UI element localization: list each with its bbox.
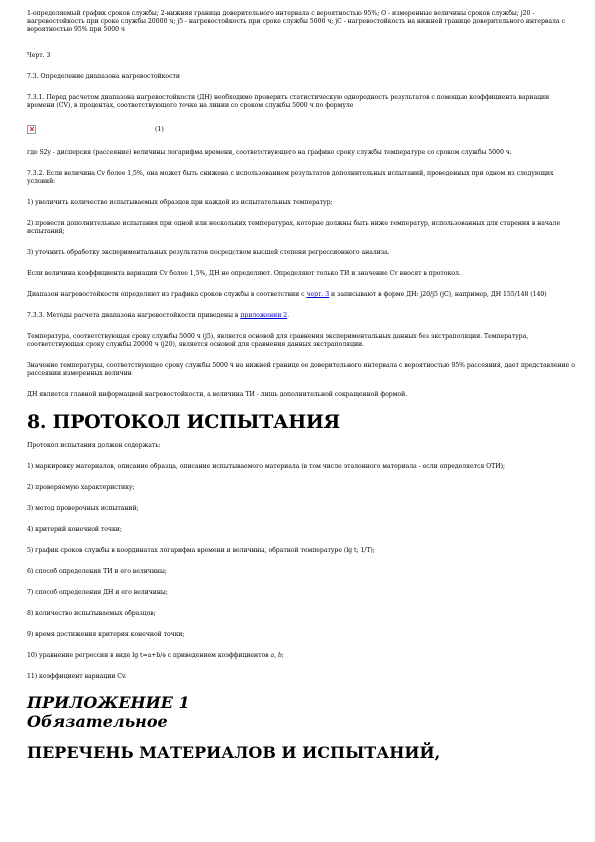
protocol-item-7: 7) способ определения ДН и его величины; [27,589,168,596]
document-page [27,10,575,762]
item10-text-post: ; [281,652,284,659]
item10-text-pre: 10) уравнение регрессии в виде lg t=a+b/ѳ с приведением коэффициентов [27,652,271,659]
protocol-item-5: 5) график сроков службы в координатах логарифма времени и величины, обратной температуре (lg t; 1/T); [27,547,375,554]
protocol-item-1: 1) маркировку материалов, описание образца, описание испытываемого материала (в том числе эталонного материала - если определяется ОТИ); [27,463,505,470]
paragraph-dn: ДН является главной информацией нагревостойкости, а величина ТИ - лишь дополнительной сокращенной формой. [27,391,408,398]
chert-3-link[interactable]: черт. 3 [306,291,330,298]
item10-coefficients: a, b [270,652,282,659]
condition-3: 3) уточнить обработку экспериментальных результатов посредством высшей степени регрессионного анализа. [27,249,390,256]
perechen-heading: ПЕРЕЧЕНЬ МАТЕРИАЛОВ И ИСПЫТАНИЙ, [27,743,441,762]
protocol-item-9: 9) время достижения критерия конечной точки; [27,631,185,638]
protocol-item-11: 11) коэффициент вариации Cv. [27,673,127,680]
protocol-item-2: 2) проверяемую характеристику; [27,484,135,491]
equation-number: (1) [155,125,164,133]
formula-row [27,122,575,136]
paragraph-gde: где S2y - дисперсия (рассеяние) величины логарифма времени, соответствующего на графике сроку службы температуре со сроком службы 5000 ч. [27,149,512,156]
protocol-intro: Протокол испытания должен содержать: [27,442,161,449]
condition-1: 1) увеличить количество испытываемых образцов при каждой из испытательных температур; [27,199,333,206]
paragraph-7-3-1: 7.3.1. Перед расчетом диапазона нагревостойкости (ДН) необходимо проверить статистическую однородность результатов с помощью коэффициента вариации времени (CV), в процентах, соответствующего точке на линии со сроком службы 5000 ч по формуле [27,94,550,109]
p733-text-pre: 7.3.3. Методы расчета диапазона нагревостойкости приведены в [27,312,241,319]
paragraph-temperatura: Температура, соответствующая сроку службы 5000 ч (j5), является основой для сравнения экспериментальных данных без экстраполяции. Температура, соответствующая сроку службы 20000 ч (j20), является основой для сравнения данных экстраполяции. [27,333,529,348]
protocol-item-6: 6) способ определения ТИ и его величины; [27,568,167,575]
appendix-1-heading: ПРИЛОЖЕНИЕ 1 [27,693,190,712]
p733-text-post: . [287,312,290,319]
protocol-item-10 [27,652,575,660]
section-8-heading: 8. ПРОТОКОЛ ИСПЫТАНИЯ [27,411,340,433]
figure-caption: Черт. 3 [27,52,51,59]
diapazon-text-pre: Диапазон нагревостойкости определяют из графика сроков службы в соответствии с [27,291,307,298]
condition-2: 2) провести дополнительные испытания при одной или нескольких температурах, которые должны быть ниже температур, использованных для старения в начале испытаний; [27,220,561,235]
paragraph-znachenie: Значение температуры, соответствующее сроку службы 5000 ч на нижней границе ее доверительного интервала с вероятностью 95% рассеяния, дает представление о рассеянии измеренных величин [27,362,575,377]
paragraph-7-3-3 [27,312,575,320]
figure-legend: 1-определяемый график сроков службы; 2-нижняя граница доверительного интервала с вероятностью 95%; О - измеренные величины сроков службы; j20 - нагревостойкость при сроке службы 20000 ч; j5 - нагревостойкость при сроке службы 5000 ч; jC - нагревостойкость на нижней границе доверительного интервала с вероятностью 95% при 5000 ч [27,10,565,33]
protocol-item-3: 3) метод проверочных испытаний; [27,505,139,512]
appendix-1-subheading: Обязательное [27,712,168,731]
appendix-2-link[interactable]: приложении 2 [240,312,288,319]
paragraph-diapazon [27,291,575,299]
subsection-7-3-title: 7.3. Определение диапазона нагревостойкости [27,73,180,80]
paragraph-esli: Если величина коэффициента вариации Cv более 1,5%, ДН не определяют. Определяют только ТИ и значение Cv вносят в протокол. [27,270,461,277]
protocol-item-8: 8) количество испытываемых образцов; [27,610,156,617]
broken-image-icon [27,125,36,134]
paragraph-7-3-2: 7.3.2. Если величина Cv более 1,5%, она может быть снижена с использованием результатов дополнительных испытаний, проведенных при одном из следующих условий: [27,170,554,185]
protocol-item-4: 4) критерий конечной точки; [27,526,122,533]
diapazon-text-post: и записывают в форме ДН: j20/j5 (jC), например, ДН 155/148 (140) [329,291,547,298]
